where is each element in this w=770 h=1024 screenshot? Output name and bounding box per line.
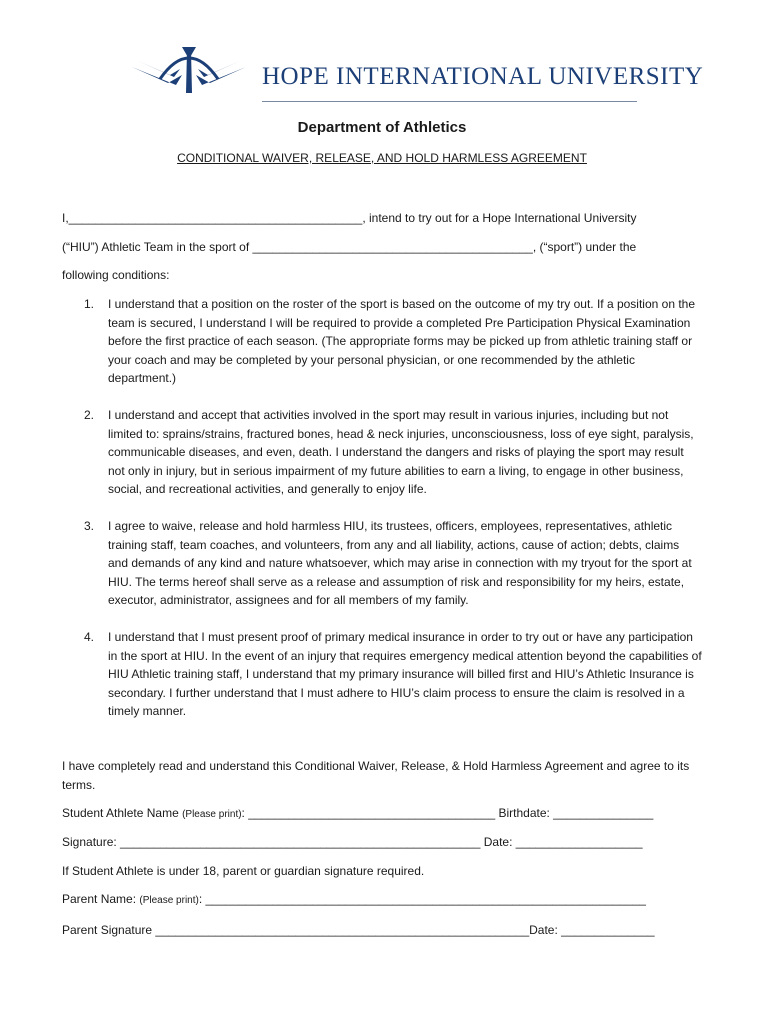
student-name-label: Student Athlete Name [62,806,183,820]
logo-emblem-icon [130,45,250,100]
intro-conditions-line: following conditions: [62,268,170,282]
conditions-list [62,295,702,739]
agreement-subtitle-text: CONDITIONAL WAIVER, RELEASE, AND HOLD HARMLESS AGREEMENT [177,151,587,165]
list-item-text: I understand that a position on the roster of the sport is based on the outcome of my try out. If a position on the team is secured, I understand I will be required to provide a completed Pre Participation Physical Examination before the first practice of each season. (The appropriate forms may be picked up from athletic training staff or your coach and may be completed by your personal physician, or one recommended by the athletic department.) [108,297,696,386]
list-item-text: I agree to waive, release and hold harmless HIU, its trustees, officers, employees, representatives, athletic training staff, team coaches, and volunteers, from any and all liability, actions, cause of action; debts, claims and demands of any kind and nature whatsoever, which may arise in connection with my tryout for the sport at HIU. The terms hereof shall serve as a release and assumption of risk and responsibility for my heirs, estate, executor, administrator, assignees and for all members of my family. [108,518,692,608]
list-item-number: 4. [84,629,95,644]
student-name-note: (Please print) [182,809,242,820]
student-name-field[interactable] [62,806,653,820]
list-item-text: I understand that I must present proof of primary medical insurance in order to try out or have any participation in the sport at HIU. In the event of an injury that requires emergency medical attention beyond the capabilities of HIU Athletic training staff, I understand that my primary insurance will billed first and HIU’s Athletic Insurance is secondary. I further understand that I must adhere to HIU’s claim process to ensure the claim is resolved in a timely manner. [108,629,702,719]
logo-word-hope: HOPE [262,63,330,90]
list-item-number: 2. [84,407,95,422]
list-item [62,295,702,388]
list-item-number: 3. [84,518,95,533]
parent-name-label: Parent Name: [62,892,140,906]
list-item [62,517,702,610]
list-item-number: 1. [84,297,95,311]
list-item [62,406,702,499]
logo-wordmark [262,63,703,91]
logo-word-university: UNIVERSITY [548,63,704,90]
list-item [62,628,702,721]
intro-sport-line: (“HIU”) Athletic Team in the sport of __________________________________________, (“sport”) under the [62,240,637,254]
signature-field[interactable]: Signature: ______________________________________________________ Date: ___________________ [62,835,643,849]
list-item-text: I understand and accept that activities involved in the sport may result in various injuries, including but not limited to: sprains/strains, fractured bones, head & neck injuries, unconsciousness, loss of eye sight, paralysis, communicable diseases, and even, death. I understand the dangers and risks of playing the sport may result not only in injury, but in serious impairment of my future abilities to earn a living, to engage in other business, social, and recreational activities, and generally to enjoy life. [108,407,694,497]
intro-name-line: I,____________________________________________, intend to try out for a Hope International University [62,211,637,225]
student-name-blank[interactable]: : _____________________________________ Birthdate: _______________ [241,806,654,820]
university-logo [100,33,704,108]
parent-signature-field[interactable]: Parent Signature ________________________________________________________Date: ______________ [62,923,655,937]
agreement-subtitle [0,151,764,165]
minor-note: If Student Athlete is under 18, parent or guardian signature required. [62,864,425,878]
parent-name-field[interactable] [62,892,646,906]
parent-name-blank[interactable]: : __________________________________________________________________ [198,892,646,906]
logo-divider [262,101,637,102]
logo-word-international: INTERNATIONAL [336,63,542,90]
acknowledgement-text: I have completely read and understand this Conditional Waiver, Release, & Hold Harmless Agreement and agree to its terms. [62,759,690,792]
page-title: Department of Athletics [297,119,467,136]
parent-name-note: (Please print) [139,895,199,906]
